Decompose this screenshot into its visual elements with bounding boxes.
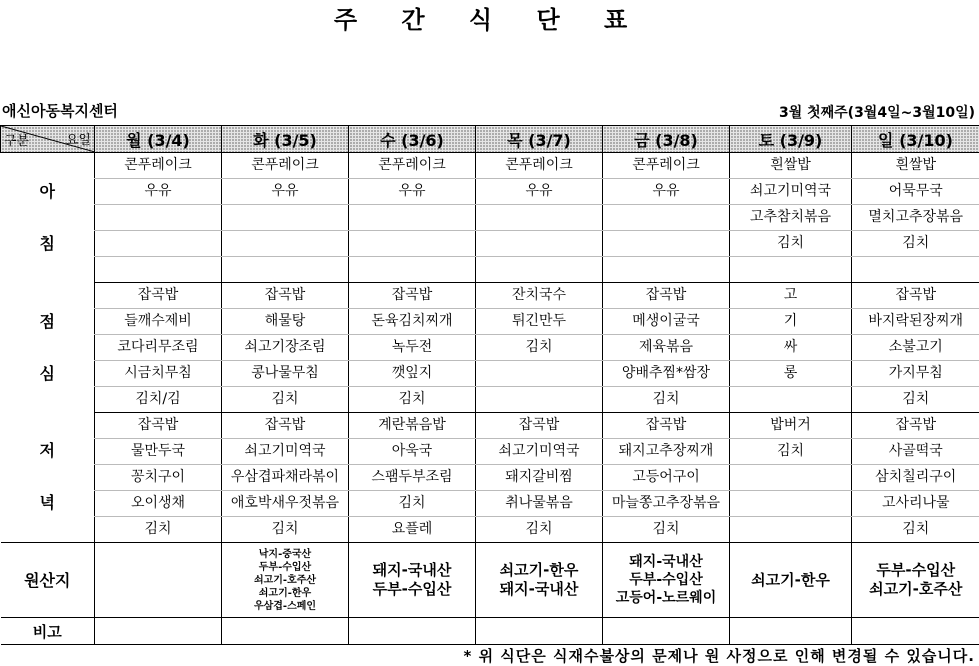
menu-item: 꽁치구이 [95,465,222,491]
menu-row [1,153,979,179]
menu-item: 우유 [603,179,730,205]
origin-row [1,543,979,618]
note-label: 비고 [1,618,95,645]
menu-item: 가지무침 [852,361,979,387]
day-header: 일 (3/10) [852,126,979,153]
menu-item: 돼지고추장찌개 [603,439,730,465]
origin-line: 두부-수입산 [372,580,452,598]
menu-item [476,205,603,231]
origin-line: 쇠고기-호주산 [869,580,963,598]
menu-item: 마늘쫑고추장볶음 [603,491,730,517]
menu-row [1,387,979,413]
menu-item [222,257,349,283]
menu-row [1,517,979,543]
corner-header [1,126,95,153]
menu-item: 김치 [852,231,979,257]
menu-item: 김치 [95,517,222,543]
origin-line: 쇠고기-호주산 [253,574,317,586]
menu-item: 사골떡국 [852,439,979,465]
note-cell [349,618,476,645]
meal-label-bottom: 녁 [39,493,55,513]
menu-item: 잡곡밥 [852,283,979,309]
menu-item: 기 [730,309,852,335]
meal-label-top: 아 [39,181,55,201]
week-label: 3월 첫째주(3월4일~3월10일) [778,105,975,121]
menu-item [95,231,222,257]
day-header: 수 (3/6) [349,126,476,153]
day-header: 목 (3/7) [476,126,603,153]
menu-item: 롱 [730,361,852,387]
menu-item [349,205,476,231]
menu-item: 돈육김치찌개 [349,309,476,335]
menu-item: 요플레 [349,517,476,543]
menu-item: 콘푸레이크 [95,153,222,179]
menu-item: 잡곡밥 [349,283,476,309]
menu-item [603,231,730,257]
menu-item: 돼지갈비찜 [476,465,603,491]
menu-item: 김치 [349,491,476,517]
menu-item: 잡곡밥 [476,413,603,439]
menu-item [603,205,730,231]
origin-cell [349,543,476,618]
origin-cell [476,543,603,618]
menu-item: 들깨수제비 [95,309,222,335]
origin-line: 돼지-국내산 [499,580,579,598]
origin-cell [852,543,979,618]
menu-item: 콘푸레이크 [476,153,603,179]
menu-item: 바지락된장찌개 [852,309,979,335]
menu-item: 잔치국수 [476,283,603,309]
menu-item [730,465,852,491]
menu-item: 김치 [603,517,730,543]
menu-item: 녹두전 [349,335,476,361]
menu-row [1,231,979,257]
menu-item: 잡곡밥 [95,283,222,309]
menu-item: 김치 [349,387,476,413]
menu-item: 고등어구이 [603,465,730,491]
menu-item: 해물탕 [222,309,349,335]
menu-body [1,153,979,645]
menu-row [1,413,979,439]
menu-item [222,231,349,257]
menu-item [476,231,603,257]
origin-line: 두부-수입산 [876,561,956,579]
origin-line: 쇠고기-한우 [258,587,312,599]
corner-left-label: 구분 [4,134,30,149]
origin-line: 두부-수입산 [629,572,703,588]
menu-item: 우유 [476,179,603,205]
origin-line: 두부-수입산 [258,561,312,573]
menu-item: 취나물볶음 [476,491,603,517]
menu-item [222,205,349,231]
menu-item [730,387,852,413]
menu-item [852,257,979,283]
menu-item: 김치 [476,517,603,543]
menu-item: 고 [730,283,852,309]
menu-item: 김치 [730,439,852,465]
menu-item: 잡곡밥 [222,413,349,439]
menu-item: 김치 [222,387,349,413]
menu-item [730,491,852,517]
menu-item: 흰쌀밥 [730,153,852,179]
menu-item: 우삼겹파채라볶이 [222,465,349,491]
day-header: 화 (3/5) [222,126,349,153]
menu-item: 아욱국 [349,439,476,465]
menu-item [95,257,222,283]
note-cell [476,618,603,645]
center-name: 애신아동복지센터 [2,102,118,120]
menu-item: 어묵무국 [852,179,979,205]
menu-row [1,283,979,309]
menu-item [730,257,852,283]
menu-item: 콘푸레이크 [603,153,730,179]
note-cell [603,618,730,645]
menu-item: 김치 [222,517,349,543]
menu-item [476,257,603,283]
menu-item: 계란볶음밥 [349,413,476,439]
meal-label-top: 저 [39,441,55,461]
meal-label-bottom: 심 [39,363,55,383]
menu-item [476,387,603,413]
menu-item: 코다리무조림 [95,335,222,361]
menu-item: 잡곡밥 [95,413,222,439]
origin-cell [730,543,852,618]
origin-line: 돼지-국내산 [629,554,703,570]
menu-item: 김치/김 [95,387,222,413]
menu-item: 김치 [730,231,852,257]
menu-item: 애호박새우젓볶음 [222,491,349,517]
menu-item: 고사리나물 [852,491,979,517]
note-row [1,618,979,645]
menu-table [0,125,979,645]
meal-label [1,283,95,413]
menu-item: 삼치칠리구이 [852,465,979,491]
origin-line: 돼지-국내산 [372,561,452,579]
header-row [1,126,979,153]
menu-item: 물만두국 [95,439,222,465]
menu-item: 김치 [476,335,603,361]
menu-row [1,439,979,465]
menu-item: 김치 [603,387,730,413]
footnote: * 위 식단은 식재수불상의 문제나 원 사정으로 인해 변경될 수 있습니다. [463,647,975,665]
menu-item: 우유 [349,179,476,205]
menu-item: 잡곡밥 [603,413,730,439]
origin-label: 원산지 [1,543,95,618]
menu-item [95,205,222,231]
origin-line: 낙지-중국산 [258,548,312,560]
menu-row [1,309,979,335]
note-cell [730,618,852,645]
menu-item: 콩나물무침 [222,361,349,387]
menu-item: 잡곡밥 [603,283,730,309]
menu-item: 콘푸레이크 [349,153,476,179]
menu-row [1,179,979,205]
menu-item: 콘푸레이크 [222,153,349,179]
note-cell [222,618,349,645]
menu-item: 쇠고기미역국 [476,439,603,465]
menu-item: 쇠고기미역국 [222,439,349,465]
menu-item: 잡곡밥 [222,283,349,309]
menu-item [603,257,730,283]
menu-item: 양배추찜*쌈장 [603,361,730,387]
menu-item: 흰쌀밥 [852,153,979,179]
menu-item: 우유 [222,179,349,205]
menu-item: 쇠고기장조림 [222,335,349,361]
menu-item: 쇠고기미역국 [730,179,852,205]
day-header: 토 (3/9) [730,126,852,153]
origin-cell [95,543,222,618]
meal-label [1,413,95,543]
meal-label-top: 점 [39,311,55,331]
origin-cell [222,543,349,618]
menu-item: 고추참치볶음 [730,205,852,231]
menu-row [1,205,979,231]
menu-item: 스팸두부조림 [349,465,476,491]
note-cell [95,618,222,645]
origin-cell [603,543,730,618]
meal-label [1,153,95,283]
menu-item: 소불고기 [852,335,979,361]
menu-row [1,257,979,283]
origin-line: 쇠고기-한우 [751,570,830,589]
menu-item [349,231,476,257]
menu-row [1,361,979,387]
menu-item: 깻잎지 [349,361,476,387]
menu-row [1,491,979,517]
menu-item [730,517,852,543]
menu-item: 잡곡밥 [852,413,979,439]
note-cell [852,618,979,645]
menu-item: 김치 [852,517,979,543]
origin-line: 고등어-노르웨이 [615,590,717,606]
corner-right-label: 요일 [65,133,91,148]
menu-item: 메생이굴국 [603,309,730,335]
menu-item: 우유 [95,179,222,205]
origin-line: 우삼겹-스페인 [253,600,317,612]
menu-item: 시금치무침 [95,361,222,387]
origin-line: 쇠고기-한우 [499,561,579,579]
menu-row [1,335,979,361]
menu-item: 밥버거 [730,413,852,439]
menu-item: 김치 [852,387,979,413]
meal-label-bottom: 침 [39,233,55,253]
menu-row [1,465,979,491]
menu-item: 튀긴만두 [476,309,603,335]
menu-item: 싸 [730,335,852,361]
day-header: 금 (3/8) [603,126,730,153]
menu-item [349,257,476,283]
menu-item [476,361,603,387]
day-header: 월 (3/4) [95,126,222,153]
menu-item: 제육볶음 [603,335,730,361]
menu-item: 멸치고추장볶음 [852,205,979,231]
page-title: 주 간 식 단 표 [333,6,646,34]
menu-item: 오이생채 [95,491,222,517]
